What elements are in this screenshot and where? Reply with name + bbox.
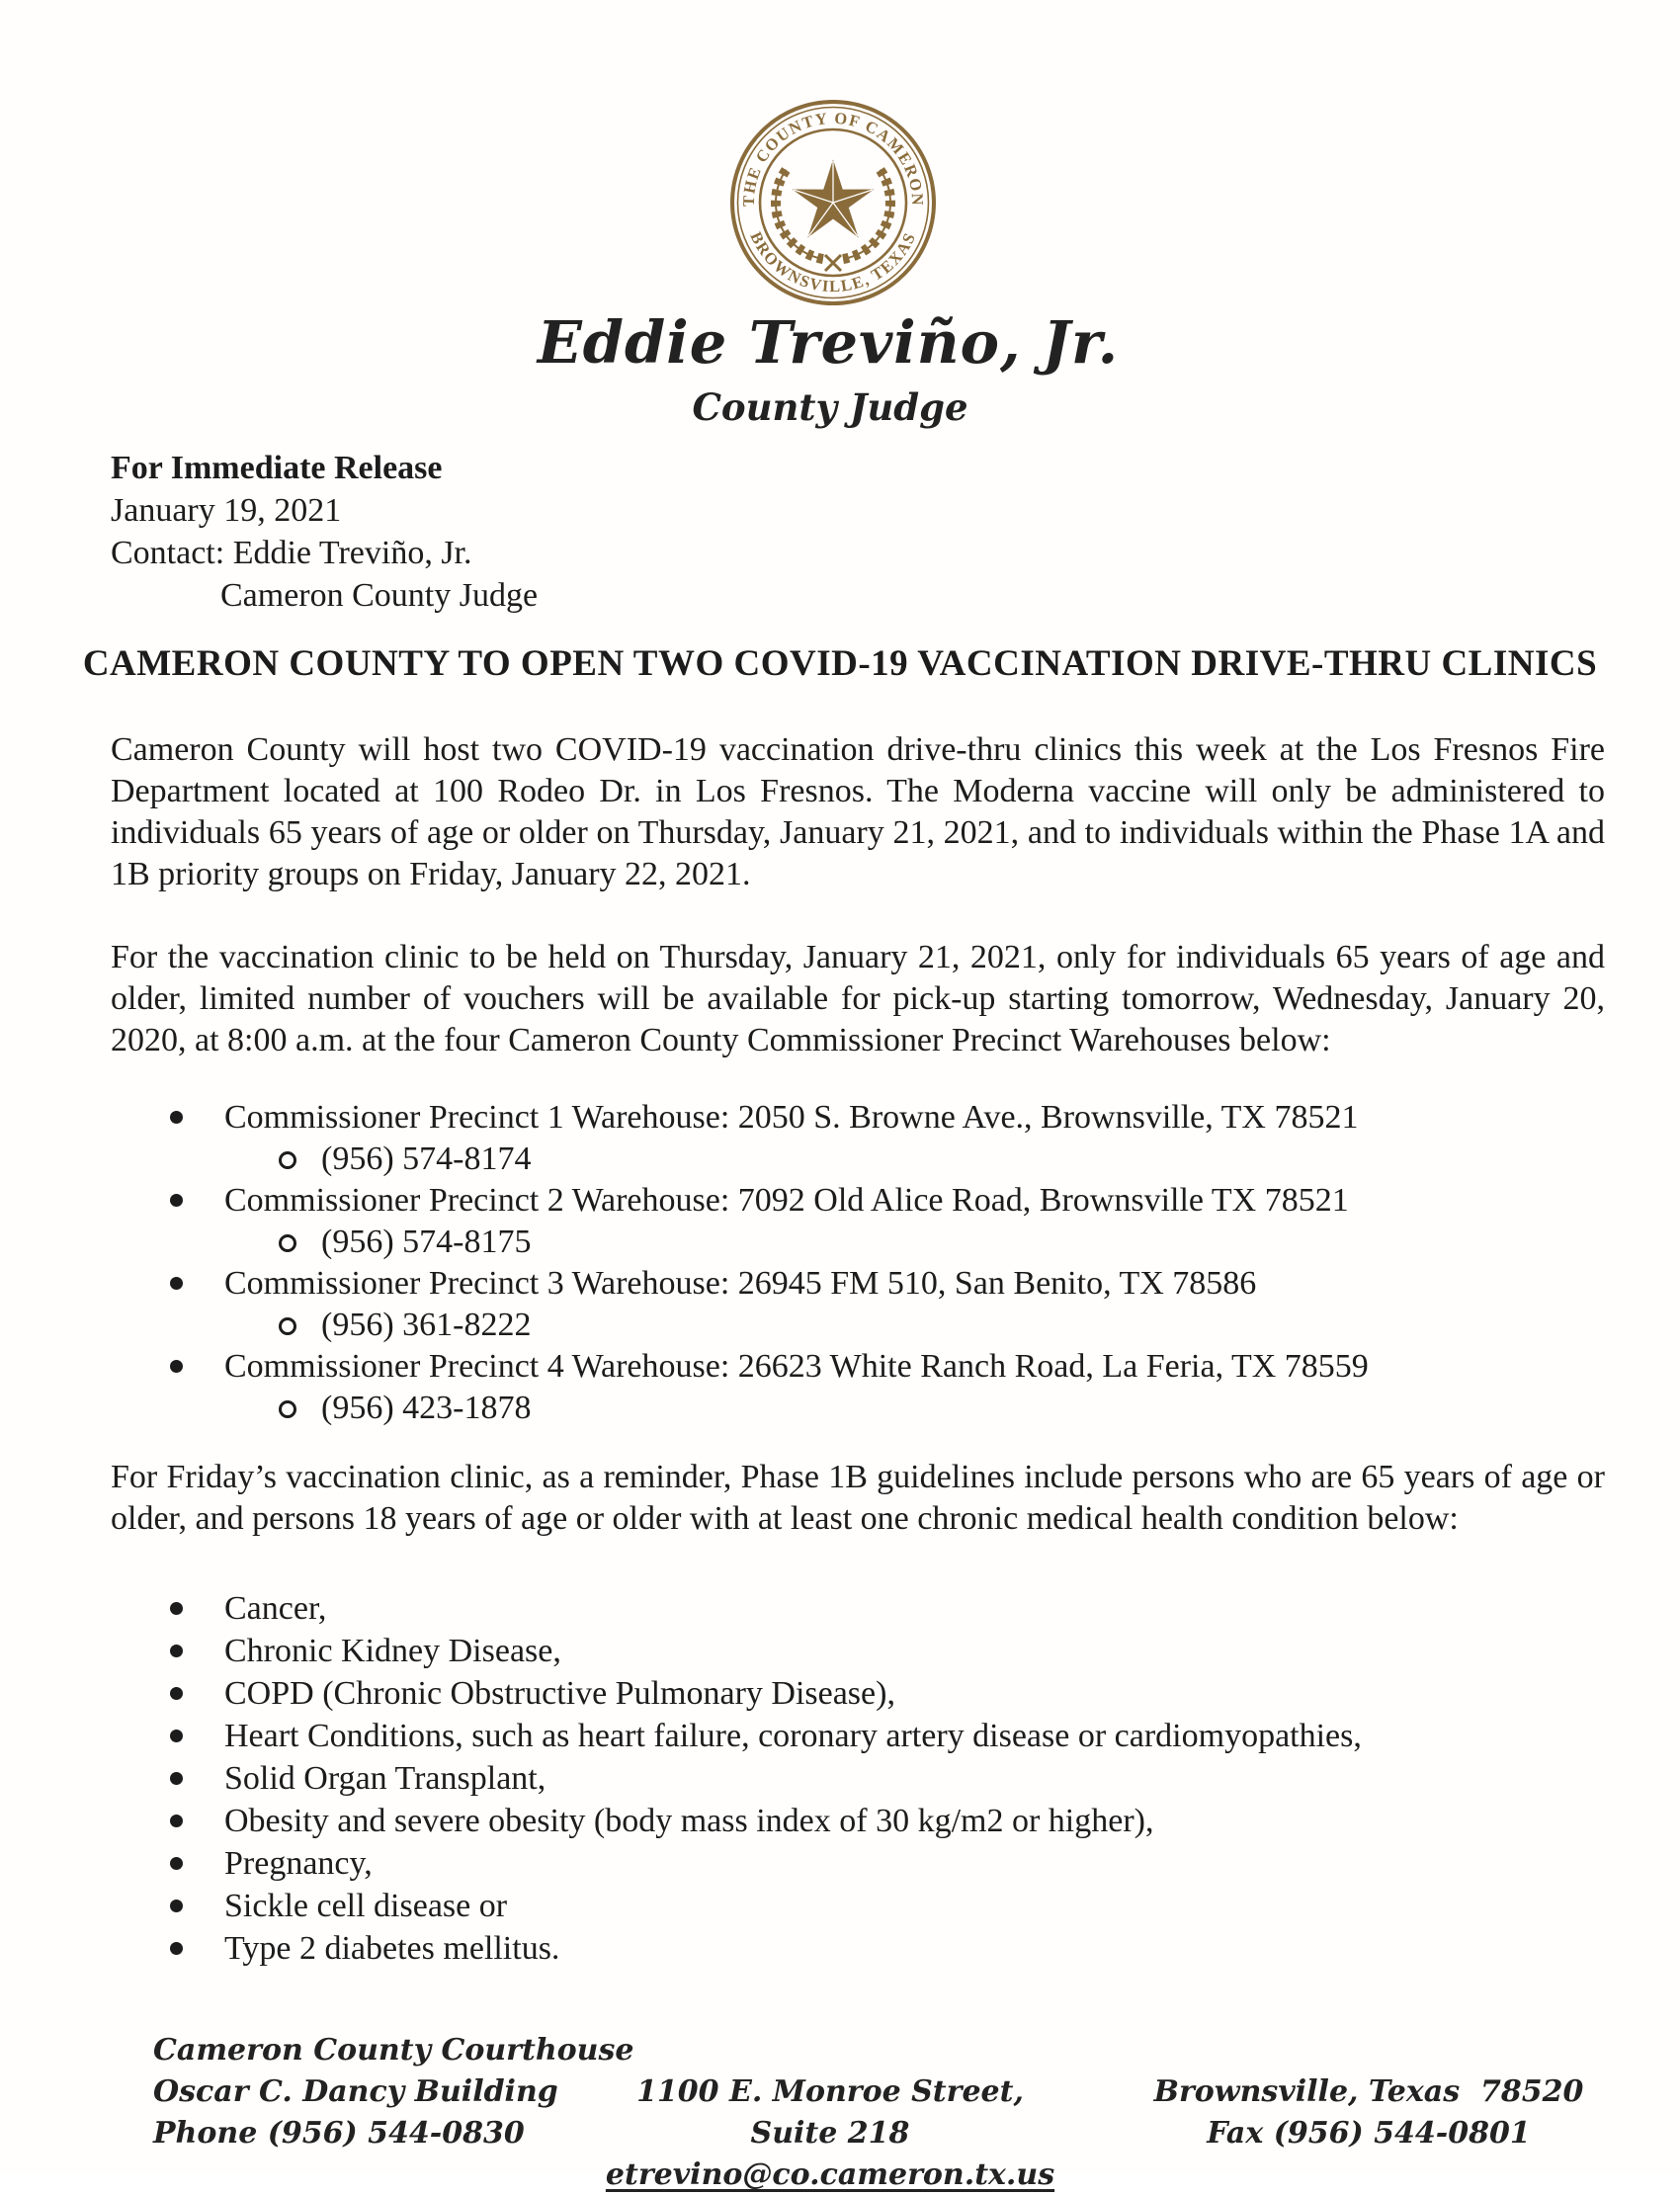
conditions-list bbox=[111, 1587, 1605, 1970]
warehouse-item: Commissioner Precinct 3 Warehouse: 26945 FM 510, San Benito, TX 78586 bbox=[111, 1263, 1605, 1305]
footer-fax: Fax (956) 544-0801 bbox=[1207, 2116, 1531, 2151]
paragraph-friday-clinic: For Friday’s vaccination clinic, as a reminder, Phase 1B guidelines include persons who are 65 years of age or older, and persons 18 years of age or older with at least one chronic medical health condition below: bbox=[111, 1459, 1605, 1537]
footer-building-name: Oscar C. Dancy Building bbox=[153, 2074, 558, 2109]
footer-city-column bbox=[1127, 2071, 1611, 2154]
seal-bottom-text: BROWNSVILLE, TEXAS bbox=[746, 228, 920, 296]
warehouse-item: Commissioner Precinct 2 Warehouse: 7092 Old Alice Road, Brownsville TX 78521 bbox=[111, 1180, 1605, 1222]
warehouse-item: Commissioner Precinct 1 Warehouse: 2050 S. Browne Ave., Brownsville, TX 78521 bbox=[111, 1097, 1605, 1139]
warehouse-phone: (956) 361-8222 bbox=[111, 1305, 1605, 1346]
warehouse-phone: (956) 574-8175 bbox=[111, 1222, 1605, 1263]
star-icon bbox=[794, 161, 873, 236]
condition-item: Sickle cell disease or bbox=[111, 1885, 1605, 1927]
warehouse-phone: (956) 423-1878 bbox=[111, 1388, 1605, 1429]
footer-email: etrevino@co.cameron.tx.us bbox=[605, 2157, 1055, 2192]
paragraph-thursday-clinic: For the vaccination clinic to be held on Thursday, January 21, 2021, only for individuals 65 years of age and older, limited number of vouchers will be available for pick-up starting tomorrow, Wednesday, January 20, 2020, at 8:00 a.m. at the four Cameron County Commissioner Precinct Warehouses below: bbox=[111, 939, 1605, 1058]
warehouse-item: Commissioner Precinct 4 Warehouse: 26623 White Ranch Road, La Feria, TX 78559 bbox=[111, 1346, 1605, 1388]
county-seal-graphic bbox=[729, 99, 937, 306]
judge-title: County Judge bbox=[692, 385, 968, 429]
footer-phone: Phone (956) 544-0830 bbox=[153, 2116, 525, 2151]
condition-item: Type 2 diabetes mellitus. bbox=[111, 1927, 1605, 1970]
condition-item: Obesity and severe obesity (body mass index of 30 kg/m2 or higher), bbox=[111, 1800, 1605, 1842]
release-contact-title: Cameron County Judge bbox=[220, 577, 539, 614]
release-date: January 19, 2021 bbox=[111, 492, 342, 529]
condition-item: Solid Organ Transplant, bbox=[111, 1757, 1605, 1800]
footer-city-state-zip: Brownsville, Texas 78520 bbox=[1153, 2074, 1584, 2109]
warehouse-list bbox=[111, 1097, 1605, 1429]
headline: CAMERON COUNTY TO OPEN TWO COVID-19 VACCINATION DRIVE-THRU CLINICS bbox=[82, 643, 1598, 684]
condition-item: Heart Conditions, such as heart failure, coronary artery disease or cardiomyopathies, bbox=[111, 1715, 1605, 1757]
paragraph-intro: Cameron County will host two COVID-19 vaccination drive-thru clinics this week at the Los Fresnos Fire Department located at 100 Rodeo Dr. in Los Fresnos. The Moderna vaccine will only be administered to individuals 65 years of age or older on Thursday, January 21, 2021, and to individuals within the Phase 1A and 1B priority groups on Friday, January 22, 2021. bbox=[111, 731, 1605, 892]
footer-street-address: 1100 E. Monroe Street, Suite 218 bbox=[636, 2074, 1035, 2151]
county-seal bbox=[729, 99, 937, 306]
warehouse-phone: (956) 574-8174 bbox=[111, 1139, 1605, 1180]
condition-item: Pregnancy, bbox=[111, 1842, 1605, 1885]
judge-name: Eddie Treviño, Jr. bbox=[537, 308, 1120, 377]
footer-courthouse-column bbox=[153, 2030, 633, 2154]
condition-item: COPD (Chronic Obstructive Pulmonary Disease), bbox=[111, 1672, 1605, 1715]
footer-address-column bbox=[593, 2071, 1067, 2196]
condition-item: Chronic Kidney Disease, bbox=[111, 1630, 1605, 1672]
release-contact: Contact: Eddie Treviño, Jr. bbox=[111, 535, 472, 571]
condition-item: Cancer, bbox=[111, 1587, 1605, 1630]
release-label: For Immediate Release bbox=[111, 450, 443, 486]
footer-courthouse-name: Cameron County Courthouse bbox=[153, 2033, 634, 2068]
release-block bbox=[111, 447, 538, 617]
seal-top-text: THE COUNTY OF CAMERON bbox=[738, 108, 928, 208]
